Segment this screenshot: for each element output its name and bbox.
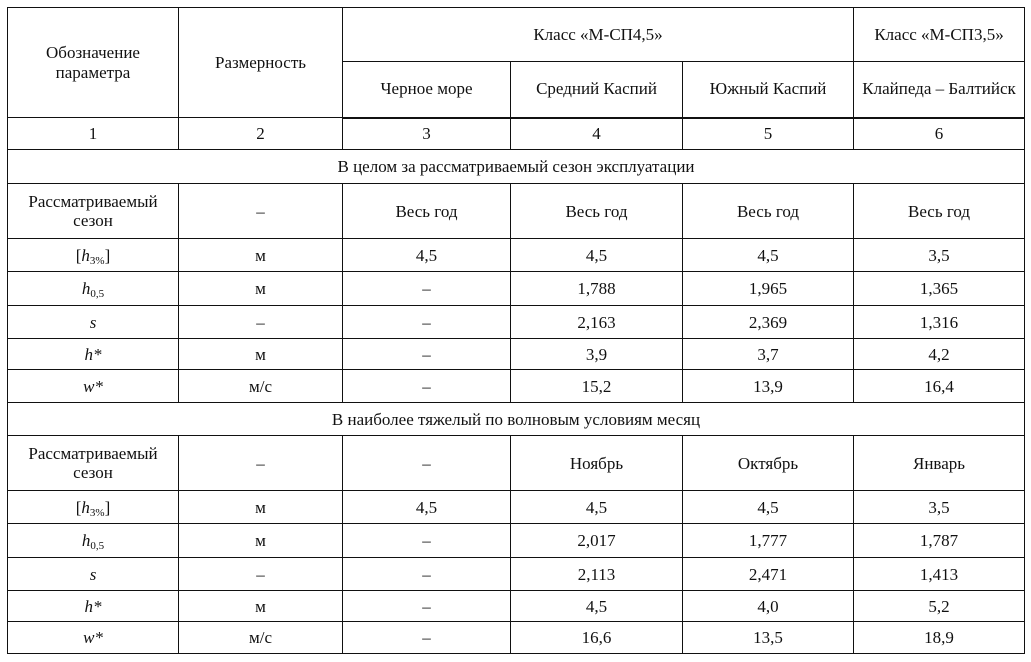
row-label: Рассматриваемый сезон (8, 436, 179, 491)
row-label-hstar: h* (8, 591, 179, 622)
header-param: Обозначение параметра (8, 8, 179, 118)
header-class-2: Класс «М-СП3,5» (854, 8, 1025, 62)
table-row (8, 524, 1025, 558)
cell-value: 2,017 (511, 524, 683, 558)
cell-value: 4,2 (854, 339, 1025, 370)
table-row (8, 558, 1025, 591)
cell-value: Январь (854, 436, 1025, 491)
table-row (8, 272, 1025, 306)
cell-value: 4,5 (343, 491, 511, 524)
row-label-h05: $h_{0,5}$ (8, 272, 179, 306)
column-number: 3 (343, 118, 511, 150)
cell-value: 4,5 (511, 491, 683, 524)
header-region: Южный Каспий (683, 62, 854, 118)
cell-value: 4,5 (511, 239, 683, 272)
parameters-table (7, 7, 1025, 654)
table-row (8, 184, 1025, 239)
row-label-s: s (8, 306, 179, 339)
row-label: Рассматриваемый сезон (8, 184, 179, 239)
row-label-h3: $[h_{3\%}]$ (8, 239, 179, 272)
cell-dimension: м/с (179, 622, 343, 654)
cell-value: 2,369 (683, 306, 854, 339)
cell-value: Октябрь (683, 436, 854, 491)
cell-value: – (343, 306, 511, 339)
header-region: Клайпеда – Балтийск (854, 62, 1025, 118)
section-title-row (8, 403, 1025, 436)
cell-value: 1,777 (683, 524, 854, 558)
cell-value: 1,965 (683, 272, 854, 306)
cell-value: – (343, 591, 511, 622)
cell-value: 4,5 (343, 239, 511, 272)
cell-value: 3,9 (511, 339, 683, 370)
cell-value: – (343, 272, 511, 306)
cell-value: – (343, 436, 511, 491)
header-region: Средний Каспий (511, 62, 683, 118)
cell-dimension: м (179, 491, 343, 524)
table-row (8, 339, 1025, 370)
column-number: 6 (854, 118, 1025, 150)
column-number: 5 (683, 118, 854, 150)
cell-value: 16,6 (511, 622, 683, 654)
cell-value: 1,413 (854, 558, 1025, 591)
cell-value: Весь год (854, 184, 1025, 239)
table-row (8, 370, 1025, 403)
cell-value: 2,113 (511, 558, 683, 591)
row-label-h05: $h_{0,5}$ (8, 524, 179, 558)
cell-value: 3,5 (854, 491, 1025, 524)
cell-value: – (343, 524, 511, 558)
cell-value: – (343, 622, 511, 654)
cell-dimension: – (179, 558, 343, 591)
header-region: Черное море (343, 62, 511, 118)
cell-value: Ноябрь (511, 436, 683, 491)
cell-value: 16,4 (854, 370, 1025, 403)
column-number: 4 (511, 118, 683, 150)
cell-value: – (343, 370, 511, 403)
cell-value: – (343, 558, 511, 591)
cell-value: 13,9 (683, 370, 854, 403)
row-label-wstar: w* (8, 622, 179, 654)
cell-value: 18,9 (854, 622, 1025, 654)
table-row (8, 239, 1025, 272)
cell-value: 3,5 (854, 239, 1025, 272)
row-label-wstar: w* (8, 370, 179, 403)
row-label-hstar: h* (8, 339, 179, 370)
cell-value: 1,788 (511, 272, 683, 306)
cell-value: 1,316 (854, 306, 1025, 339)
table-row (8, 306, 1025, 339)
cell-value: 4,5 (683, 491, 854, 524)
section-title-row (8, 150, 1025, 184)
cell-value: Весь год (343, 184, 511, 239)
cell-value: Весь год (511, 184, 683, 239)
cell-value: Весь год (683, 184, 854, 239)
table-row (8, 491, 1025, 524)
header-class-1: Класс «М-СП4,5» (343, 8, 854, 62)
column-number: 2 (179, 118, 343, 150)
cell-value: 2,471 (683, 558, 854, 591)
cell-value: 13,5 (683, 622, 854, 654)
table-row (8, 622, 1025, 654)
table-row (8, 436, 1025, 491)
cell-value: 2,163 (511, 306, 683, 339)
header-row-1 (8, 8, 1025, 62)
cell-value: 1,365 (854, 272, 1025, 306)
cell-dimension: м/с (179, 370, 343, 403)
cell-value: 1,787 (854, 524, 1025, 558)
cell-value: 3,7 (683, 339, 854, 370)
cell-value: – (343, 339, 511, 370)
column-number-row (8, 118, 1025, 150)
cell-value: 4,5 (683, 239, 854, 272)
column-number: 1 (8, 118, 179, 150)
cell-dimension: м (179, 339, 343, 370)
cell-value: 5,2 (854, 591, 1025, 622)
cell-dimension: – (179, 306, 343, 339)
cell-dimension: м (179, 239, 343, 272)
cell-dimension: м (179, 524, 343, 558)
row-label-s: s (8, 558, 179, 591)
cell-dimension: м (179, 272, 343, 306)
header-dimension: Размерность (179, 8, 343, 118)
cell-value: 4,0 (683, 591, 854, 622)
cell-dimension: м (179, 591, 343, 622)
section-title: В целом за рассматриваемый сезон эксплуатации (8, 150, 1025, 184)
table-row (8, 591, 1025, 622)
cell-value: 15,2 (511, 370, 683, 403)
cell-value: 4,5 (511, 591, 683, 622)
cell-dimension: – (179, 436, 343, 491)
cell-dimension: – (179, 184, 343, 239)
row-label-h3: $[h_{3\%}]$ (8, 491, 179, 524)
section-title: В наиболее тяжелый по волновым условиям месяц (8, 403, 1025, 436)
